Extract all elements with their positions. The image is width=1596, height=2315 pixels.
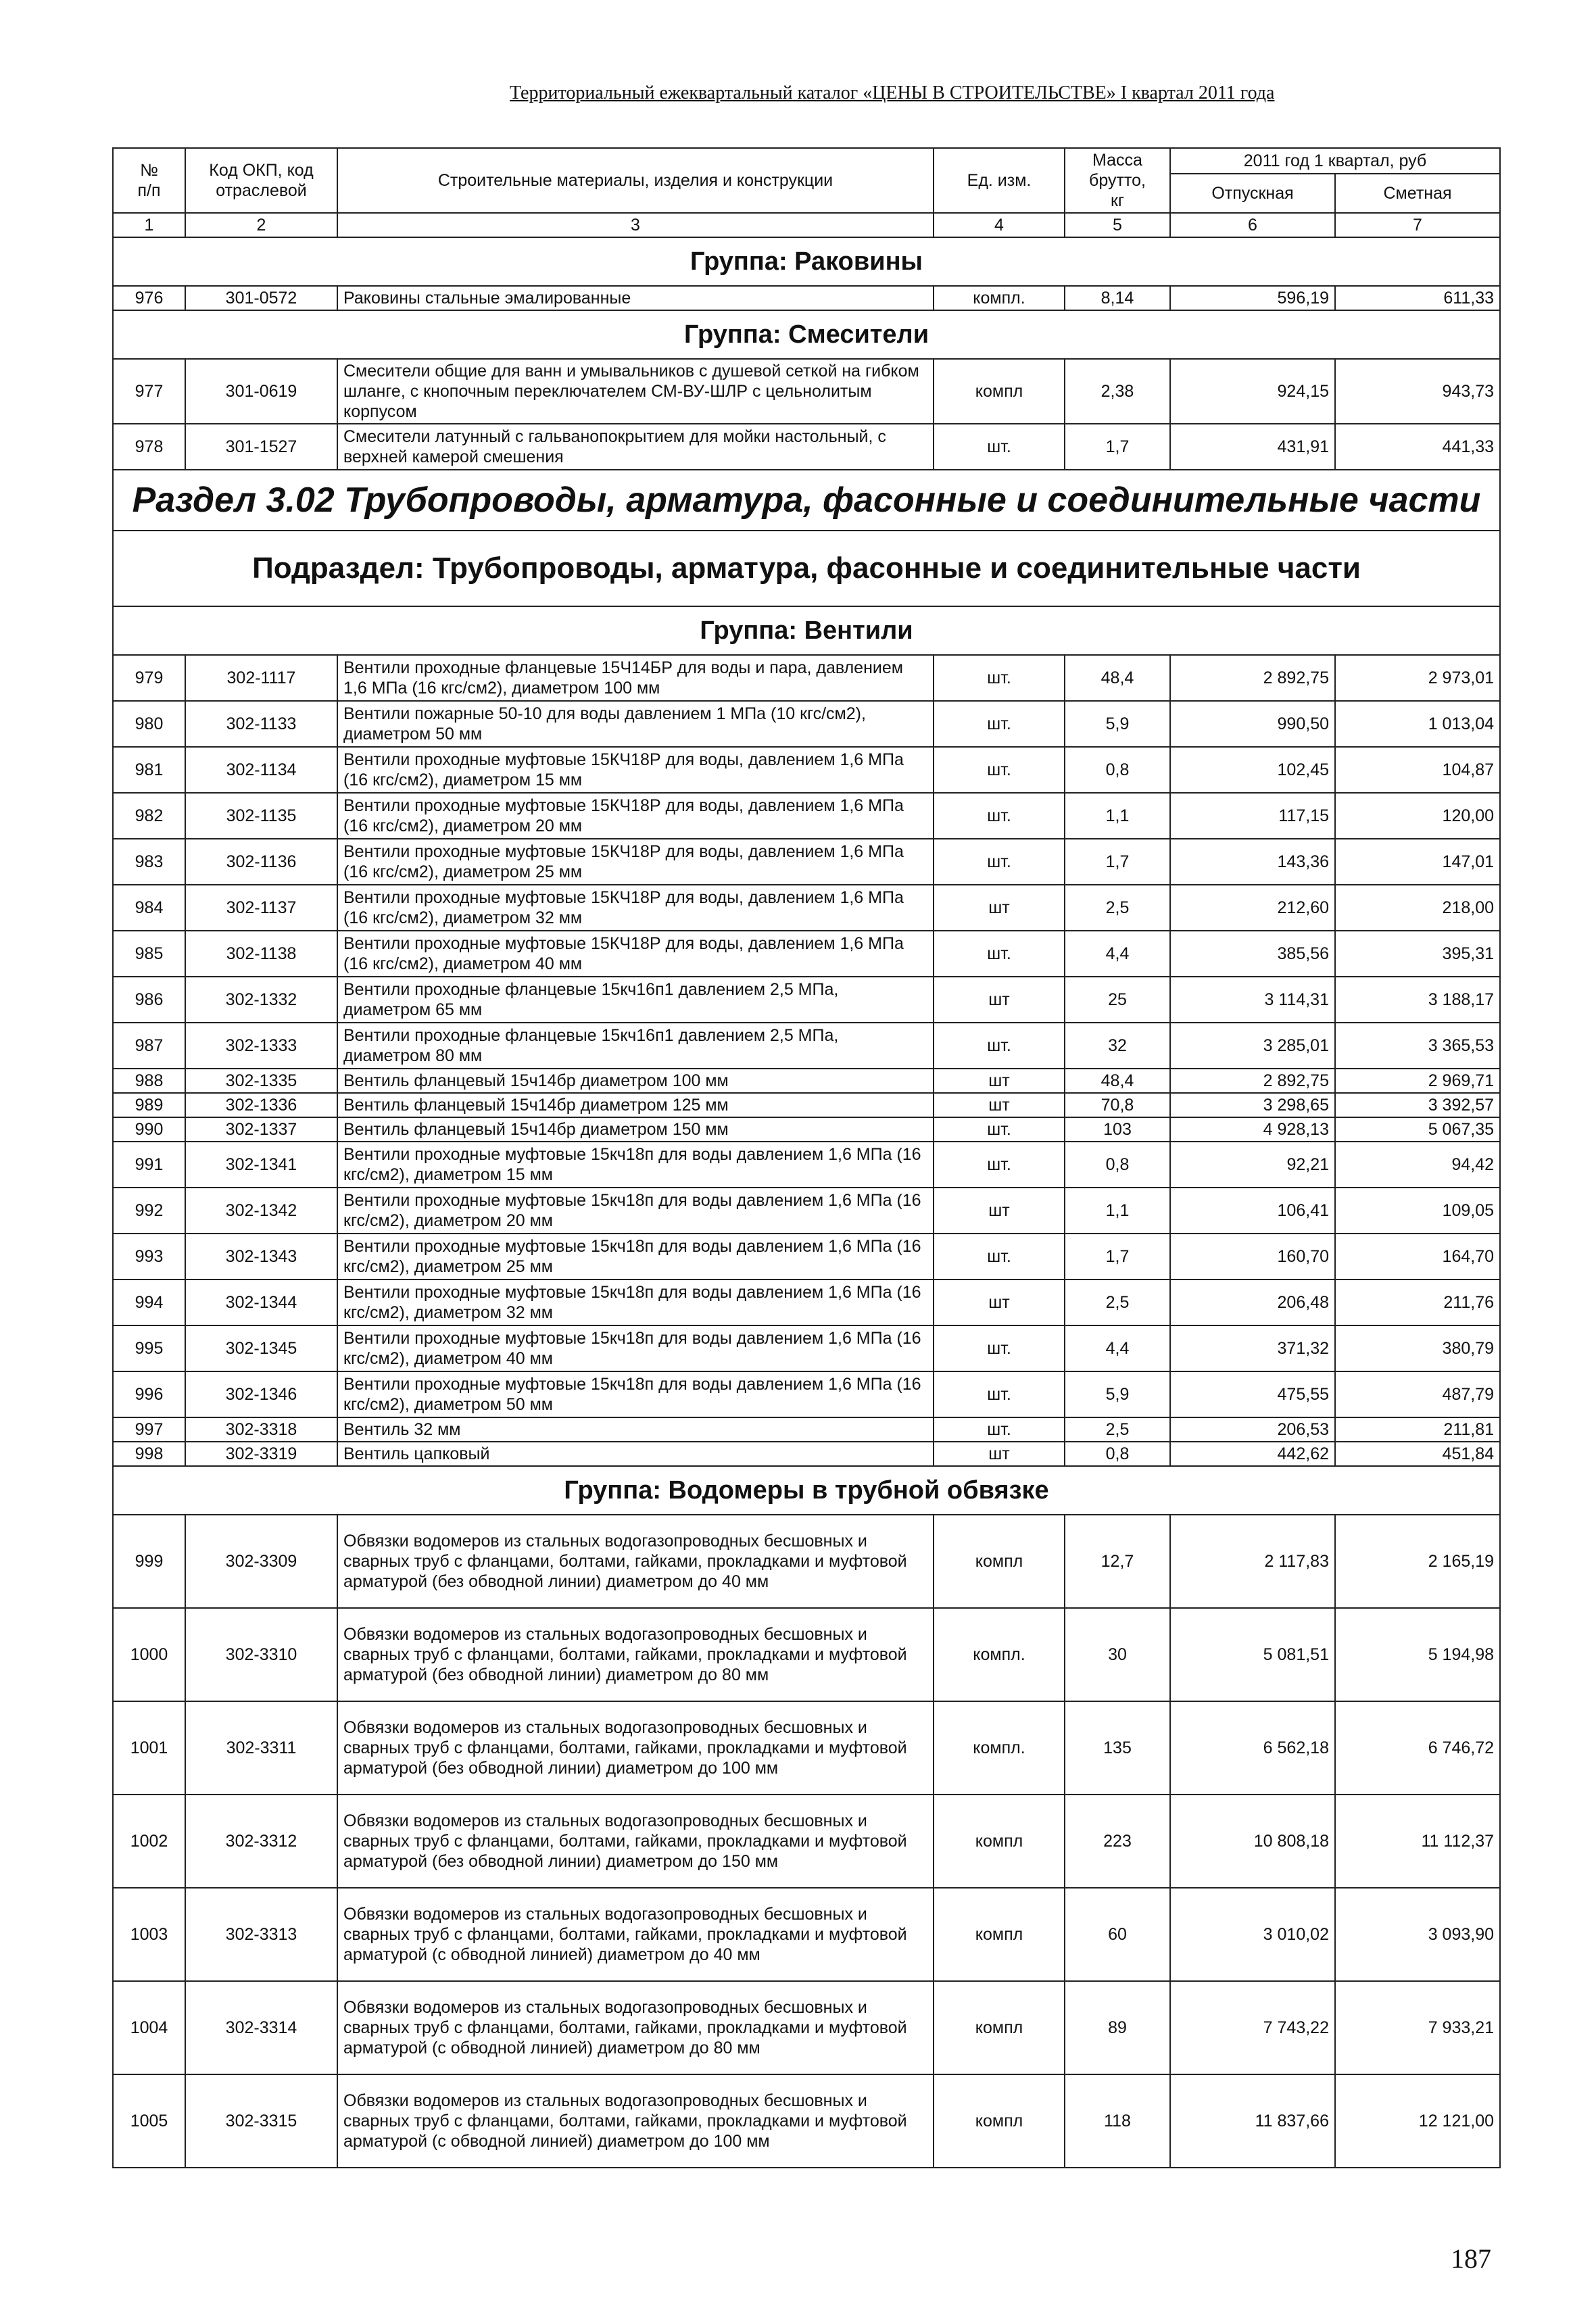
row-number: 1004 — [113, 1981, 185, 2074]
table-row — [113, 701, 1500, 747]
row-price-release: 11 837,66 — [1170, 2074, 1335, 2168]
row-code: 302-1345 — [185, 1325, 337, 1371]
row-unit: шт. — [934, 424, 1065, 470]
row-code: 302-1117 — [185, 655, 337, 701]
row-price-release: 7 743,22 — [1170, 1981, 1335, 2074]
row-name: Вентили пожарные 50-10 для воды давлением 1 МПа (10 кгс/см2), диаметром 50 мм — [337, 701, 934, 747]
table-row — [113, 1117, 1500, 1142]
row-unit: шт. — [934, 655, 1065, 701]
row-name: Обвязки водомеров из стальных водогазопроводных бесшовных и сварных труб с фланцами, болтами, гайками, прокладками и муфтовой арматурой (без обводной линии) диаметром до 80 мм — [337, 1608, 934, 1701]
table-row — [113, 1981, 1500, 2074]
col-header-unit: Ед. изм. — [934, 148, 1065, 213]
row-mass: 12,7 — [1065, 1515, 1170, 1608]
row-code: 302-1342 — [185, 1188, 337, 1234]
row-number: 1001 — [113, 1701, 185, 1795]
row-number: 994 — [113, 1280, 185, 1325]
row-price-release: 3 114,31 — [1170, 977, 1335, 1023]
row-name: Вентили проходные муфтовые 15кч18п для воды давлением 1,6 МПа (16 кгс/см2), диаметром 50 мм — [337, 1371, 934, 1417]
row-price-release: 5 081,51 — [1170, 1608, 1335, 1701]
row-name: Обвязки водомеров из стальных водогазопроводных бесшовных и сварных труб с фланцами, болтами, гайками, прокладками и муфтовой арматурой (с обводной линией) диаметром до 100 мм — [337, 2074, 934, 2168]
row-price-release: 206,53 — [1170, 1417, 1335, 1442]
row-price-estimate: 11 112,37 — [1335, 1795, 1500, 1888]
row-unit: шт. — [934, 1234, 1065, 1280]
row-price-release: 6 562,18 — [1170, 1701, 1335, 1795]
row-mass: 2,5 — [1065, 885, 1170, 931]
row-mass: 60 — [1065, 1888, 1170, 1981]
row-code: 302-1341 — [185, 1142, 337, 1188]
col-header-code — [185, 148, 337, 213]
price-table — [112, 147, 1501, 2168]
row-mass: 2,38 — [1065, 359, 1170, 424]
table-row — [113, 747, 1500, 793]
row-number: 984 — [113, 885, 185, 931]
subsection-row — [113, 531, 1500, 606]
row-name: Вентили проходные муфтовые 15КЧ18Р для воды, давлением 1,6 МПа (16 кгс/см2), диаметром 15 мм — [337, 747, 934, 793]
row-name: Вентили проходные муфтовые 15кч18п для воды давлением 1,6 МПа (16 кгс/см2), диаметром 20 мм — [337, 1188, 934, 1234]
table-row — [113, 359, 1500, 424]
column-number: 5 — [1065, 213, 1170, 237]
row-mass: 103 — [1065, 1117, 1170, 1142]
page-number: 187 — [1451, 2243, 1491, 2274]
row-unit: шт — [934, 885, 1065, 931]
row-price-release: 212,60 — [1170, 885, 1335, 931]
row-mass: 1,1 — [1065, 793, 1170, 839]
row-number: 989 — [113, 1093, 185, 1117]
row-mass: 1,1 — [1065, 1188, 1170, 1234]
row-number: 1005 — [113, 2074, 185, 2168]
row-mass: 48,4 — [1065, 655, 1170, 701]
row-number: 1002 — [113, 1795, 185, 1888]
row-unit: шт — [934, 1280, 1065, 1325]
column-number: 7 — [1335, 213, 1500, 237]
row-unit: шт. — [934, 1417, 1065, 1442]
row-price-estimate: 218,00 — [1335, 885, 1500, 931]
row-name: Обвязки водомеров из стальных водогазопроводных бесшовных и сварных труб с фланцами, болтами, гайками, прокладками и муфтовой арматурой (с обводной линией) диаметром до 80 мм — [337, 1981, 934, 2074]
col-header-code-text: Код ОКП, код отраслевой — [209, 161, 314, 200]
row-price-release: 92,21 — [1170, 1142, 1335, 1188]
table-row — [113, 1280, 1500, 1325]
row-price-release: 3 010,02 — [1170, 1888, 1335, 1981]
group-row — [113, 606, 1500, 655]
table-row — [113, 1023, 1500, 1069]
row-name: Вентили проходные фланцевые 15кч16п1 давлением 2,5 МПа, диаметром 65 мм — [337, 977, 934, 1023]
row-code: 302-1335 — [185, 1069, 337, 1093]
row-number: 977 — [113, 359, 185, 424]
group-title: Группа: Водомеры в трубной обвязке — [113, 1466, 1500, 1515]
table-row — [113, 839, 1500, 885]
table-row — [113, 286, 1500, 310]
row-number: 1000 — [113, 1608, 185, 1701]
row-price-release: 2 892,75 — [1170, 1069, 1335, 1093]
row-unit: шт. — [934, 1371, 1065, 1417]
row-unit: шт. — [934, 1023, 1065, 1069]
row-price-estimate: 7 933,21 — [1335, 1981, 1500, 2074]
row-unit: компл — [934, 1795, 1065, 1888]
row-name: Смесители латунный с гальванопокрытием для мойки настольный, с верхней камерой смешения — [337, 424, 934, 470]
row-number: 988 — [113, 1069, 185, 1093]
row-name: Вентили проходные муфтовые 15КЧ18Р для воды, давлением 1,6 МПа (16 кгс/см2), диаметром 25 мм — [337, 839, 934, 885]
row-unit: шт. — [934, 1325, 1065, 1371]
row-name: Смесители общие для ванн и умывальников с душевой сеткой на гибком шланге, с кнопочным переключателем СМ-ВУ-ШЛР с цельнолитым корпусом — [337, 359, 934, 424]
row-number: 983 — [113, 839, 185, 885]
row-code: 301-0572 — [185, 286, 337, 310]
row-price-estimate: 94,42 — [1335, 1142, 1500, 1188]
row-mass: 118 — [1065, 2074, 1170, 2168]
row-price-release: 385,56 — [1170, 931, 1335, 977]
row-mass: 0,8 — [1065, 1442, 1170, 1466]
col-header-price-estimate: Сметная — [1335, 174, 1500, 213]
row-mass: 1,7 — [1065, 1234, 1170, 1280]
row-name: Раковины стальные эмалированные — [337, 286, 934, 310]
row-price-estimate: 3 093,90 — [1335, 1888, 1500, 1981]
table-row — [113, 1234, 1500, 1280]
row-code: 301-0619 — [185, 359, 337, 424]
row-mass: 1,7 — [1065, 424, 1170, 470]
row-mass: 48,4 — [1065, 1069, 1170, 1093]
row-unit: компл — [934, 1515, 1065, 1608]
row-number: 996 — [113, 1371, 185, 1417]
row-code: 302-1133 — [185, 701, 337, 747]
row-code: 302-1136 — [185, 839, 337, 885]
row-unit: шт. — [934, 931, 1065, 977]
group-title: Группа: Раковины — [113, 237, 1500, 286]
table-row — [113, 1142, 1500, 1188]
row-number: 999 — [113, 1515, 185, 1608]
column-number: 4 — [934, 213, 1065, 237]
row-code: 302-1344 — [185, 1280, 337, 1325]
row-unit: компл. — [934, 286, 1065, 310]
row-price-release: 206,48 — [1170, 1280, 1335, 1325]
row-price-estimate: 211,76 — [1335, 1280, 1500, 1325]
row-price-estimate: 147,01 — [1335, 839, 1500, 885]
table-row — [113, 1325, 1500, 1371]
row-price-release: 431,91 — [1170, 424, 1335, 470]
row-number: 987 — [113, 1023, 185, 1069]
row-unit: шт — [934, 1442, 1065, 1466]
table-row — [113, 1442, 1500, 1466]
row-code: 302-3310 — [185, 1608, 337, 1701]
row-price-estimate: 5 067,35 — [1335, 1117, 1500, 1142]
row-price-release: 371,32 — [1170, 1325, 1335, 1371]
row-price-estimate: 441,33 — [1335, 424, 1500, 470]
row-price-estimate: 120,00 — [1335, 793, 1500, 839]
row-price-release: 442,62 — [1170, 1442, 1335, 1466]
row-mass: 25 — [1065, 977, 1170, 1023]
row-price-estimate: 164,70 — [1335, 1234, 1500, 1280]
row-mass: 5,9 — [1065, 1371, 1170, 1417]
row-name: Вентили проходные муфтовые 15КЧ18Р для воды, давлением 1,6 МПа (16 кгс/см2), диаметром 32 мм — [337, 885, 934, 931]
row-price-release: 106,41 — [1170, 1188, 1335, 1234]
row-price-estimate: 943,73 — [1335, 359, 1500, 424]
row-price-release: 2 117,83 — [1170, 1515, 1335, 1608]
row-mass: 32 — [1065, 1023, 1170, 1069]
row-code: 302-1332 — [185, 977, 337, 1023]
row-mass: 4,4 — [1065, 1325, 1170, 1371]
row-mass: 135 — [1065, 1701, 1170, 1795]
table-row — [113, 931, 1500, 977]
row-number: 986 — [113, 977, 185, 1023]
row-name: Вентили проходные муфтовые 15кч18п для воды давлением 1,6 МПа (16 кгс/см2), диаметром 25 мм — [337, 1234, 934, 1280]
row-code: 302-3315 — [185, 2074, 337, 2168]
table-row — [113, 1417, 1500, 1442]
row-number: 978 — [113, 424, 185, 470]
row-code: 302-1336 — [185, 1093, 337, 1117]
row-unit: шт. — [934, 793, 1065, 839]
row-code: 302-3311 — [185, 1701, 337, 1795]
row-price-estimate: 5 194,98 — [1335, 1608, 1500, 1701]
row-price-estimate: 2 969,71 — [1335, 1069, 1500, 1093]
row-name: Вентиль фланцевый 15ч14бр диаметром 150 мм — [337, 1117, 934, 1142]
column-number: 2 — [185, 213, 337, 237]
row-name: Вентили проходные муфтовые 15кч18п для воды давлением 1,6 МПа (16 кгс/см2), диаметром 40 мм — [337, 1325, 934, 1371]
row-unit: шт. — [934, 747, 1065, 793]
row-code: 301-1527 — [185, 424, 337, 470]
row-number: 998 — [113, 1442, 185, 1466]
col-header-num — [113, 148, 185, 213]
table-row — [113, 793, 1500, 839]
row-price-release: 102,45 — [1170, 747, 1335, 793]
row-number: 982 — [113, 793, 185, 839]
row-number: 985 — [113, 931, 185, 977]
row-name: Вентили проходные муфтовые 15КЧ18Р для воды, давлением 1,6 МПа (16 кгс/см2), диаметром 40 мм — [337, 931, 934, 977]
row-price-release: 10 808,18 — [1170, 1795, 1335, 1888]
row-price-release: 3 285,01 — [1170, 1023, 1335, 1069]
row-name: Вентиль фланцевый 15ч14бр диаметром 125 мм — [337, 1093, 934, 1117]
row-mass: 0,8 — [1065, 747, 1170, 793]
row-price-release: 2 892,75 — [1170, 655, 1335, 701]
row-mass: 89 — [1065, 1981, 1170, 2074]
row-price-estimate: 104,87 — [1335, 747, 1500, 793]
col-header-name: Строительные материалы, изделия и конструкции — [337, 148, 934, 213]
row-mass: 8,14 — [1065, 286, 1170, 310]
row-name: Обвязки водомеров из стальных водогазопроводных бесшовных и сварных труб с фланцами, болтами, гайками, прокладками и муфтовой арматурой (без обводной линии) диаметром до 100 мм — [337, 1701, 934, 1795]
row-unit: компл — [934, 2074, 1065, 2168]
row-price-estimate: 2 973,01 — [1335, 655, 1500, 701]
row-mass: 2,5 — [1065, 1417, 1170, 1442]
row-price-release: 143,36 — [1170, 839, 1335, 885]
row-price-estimate: 6 746,72 — [1335, 1701, 1500, 1795]
row-name: Вентиль цапковый — [337, 1442, 934, 1466]
row-number: 995 — [113, 1325, 185, 1371]
row-number: 1003 — [113, 1888, 185, 1981]
row-unit: шт. — [934, 839, 1065, 885]
row-price-estimate: 3 392,57 — [1335, 1093, 1500, 1117]
row-mass: 1,7 — [1065, 839, 1170, 885]
row-code: 302-3318 — [185, 1417, 337, 1442]
table-row — [113, 1371, 1500, 1417]
page-header: Территориальный ежеквартальный каталог «ЦЕНЫ В СТРОИТЕЛЬСТВЕ» I квартал 2011 года — [510, 82, 1275, 103]
row-mass: 30 — [1065, 1608, 1170, 1701]
section-title: Раздел 3.02 Трубопроводы, арматура, фасонные и соединительные части — [113, 470, 1500, 531]
row-unit: компл. — [934, 1608, 1065, 1701]
row-mass: 223 — [1065, 1795, 1170, 1888]
row-number: 979 — [113, 655, 185, 701]
column-number: 3 — [337, 213, 934, 237]
section-row — [113, 470, 1500, 531]
group-row — [113, 310, 1500, 359]
row-price-release: 990,50 — [1170, 701, 1335, 747]
row-name: Вентили проходные фланцевые 15Ч14БР для воды и пара, давлением 1,6 МПа (16 кгс/см2), диаметром 100 мм — [337, 655, 934, 701]
row-name: Вентили проходные муфтовые 15кч18п для воды давлением 1,6 МПа (16 кгс/см2), диаметром 32 мм — [337, 1280, 934, 1325]
row-price-estimate: 1 013,04 — [1335, 701, 1500, 747]
row-name: Обвязки водомеров из стальных водогазопроводных бесшовных и сварных труб с фланцами, болтами, гайками, прокладками и муфтовой арматурой (без обводной линии) диаметром до 40 мм — [337, 1515, 934, 1608]
row-price-estimate: 395,31 — [1335, 931, 1500, 977]
col-header-mass-text: Масса брутто, кг — [1089, 151, 1146, 210]
row-unit: шт. — [934, 701, 1065, 747]
row-unit: компл — [934, 1888, 1065, 1981]
table-row — [113, 655, 1500, 701]
row-price-release: 475,55 — [1170, 1371, 1335, 1417]
row-price-estimate: 2 165,19 — [1335, 1515, 1500, 1608]
row-name: Обвязки водомеров из стальных водогазопроводных бесшовных и сварных труб с фланцами, болтами, гайками, прокладками и муфтовой арматурой (без обводной линии) диаметром до 150 мм — [337, 1795, 934, 1888]
row-code: 302-1135 — [185, 793, 337, 839]
column-numbers-row — [113, 213, 1500, 237]
row-unit: шт. — [934, 1142, 1065, 1188]
table-row — [113, 1795, 1500, 1888]
row-price-estimate: 611,33 — [1335, 286, 1500, 310]
row-mass: 2,5 — [1065, 1280, 1170, 1325]
row-price-release: 3 298,65 — [1170, 1093, 1335, 1117]
column-number: 1 — [113, 213, 185, 237]
group-row — [113, 237, 1500, 286]
row-price-estimate: 3 188,17 — [1335, 977, 1500, 1023]
row-code: 302-1138 — [185, 931, 337, 977]
row-name: Вентили проходные муфтовые 15кч18п для воды давлением 1,6 МПа (16 кгс/см2), диаметром 15 мм — [337, 1142, 934, 1188]
group-row — [113, 1466, 1500, 1515]
row-price-estimate: 109,05 — [1335, 1188, 1500, 1234]
row-price-estimate: 12 121,00 — [1335, 2074, 1500, 2168]
row-code: 302-1343 — [185, 1234, 337, 1280]
row-name: Вентиль фланцевый 15ч14бр диаметром 100 мм — [337, 1069, 934, 1093]
row-price-release: 117,15 — [1170, 793, 1335, 839]
row-name: Обвязки водомеров из стальных водогазопроводных бесшовных и сварных труб с фланцами, болтами, гайками, прокладками и муфтовой арматурой (с обводной линией) диаметром до 40 мм — [337, 1888, 934, 1981]
table-row — [113, 424, 1500, 470]
row-code: 302-3309 — [185, 1515, 337, 1608]
row-price-estimate: 451,84 — [1335, 1442, 1500, 1466]
table-row — [113, 2074, 1500, 2168]
group-title: Группа: Смесители — [113, 310, 1500, 359]
row-price-estimate: 380,79 — [1335, 1325, 1500, 1371]
row-mass: 5,9 — [1065, 701, 1170, 747]
table-row — [113, 1069, 1500, 1093]
row-price-release: 4 928,13 — [1170, 1117, 1335, 1142]
row-number: 991 — [113, 1142, 185, 1188]
row-name: Вентили проходные фланцевые 15кч16п1 давлением 2,5 МПа, диаметром 80 мм — [337, 1023, 934, 1069]
row-code: 302-3319 — [185, 1442, 337, 1466]
row-unit: компл — [934, 1981, 1065, 2074]
row-mass: 4,4 — [1065, 931, 1170, 977]
row-code: 302-1346 — [185, 1371, 337, 1417]
row-number: 976 — [113, 286, 185, 310]
row-unit: шт. — [934, 1117, 1065, 1142]
row-code: 302-3314 — [185, 1981, 337, 2074]
row-number: 993 — [113, 1234, 185, 1280]
row-code: 302-3313 — [185, 1888, 337, 1981]
table-row — [113, 1188, 1500, 1234]
row-code: 302-1337 — [185, 1117, 337, 1142]
row-number: 990 — [113, 1117, 185, 1142]
row-mass: 70,8 — [1065, 1093, 1170, 1117]
row-number: 997 — [113, 1417, 185, 1442]
table-row — [113, 977, 1500, 1023]
table-row — [113, 1515, 1500, 1608]
row-number: 992 — [113, 1188, 185, 1234]
row-code: 302-1134 — [185, 747, 337, 793]
row-unit: компл — [934, 359, 1065, 424]
row-unit: шт — [934, 1188, 1065, 1234]
col-header-mass — [1065, 148, 1170, 213]
table-row — [113, 1608, 1500, 1701]
group-title: Группа: Вентили — [113, 606, 1500, 655]
row-code: 302-1137 — [185, 885, 337, 931]
row-price-estimate: 211,81 — [1335, 1417, 1500, 1442]
row-unit: шт — [934, 1069, 1065, 1093]
row-price-release: 596,19 — [1170, 286, 1335, 310]
row-code: 302-1333 — [185, 1023, 337, 1069]
table-row — [113, 1888, 1500, 1981]
row-unit: шт — [934, 1093, 1065, 1117]
row-unit: шт — [934, 977, 1065, 1023]
row-price-release: 924,15 — [1170, 359, 1335, 424]
subsection-title: Подраздел: Трубопроводы, арматура, фасонные и соединительные части — [113, 531, 1500, 606]
row-number: 980 — [113, 701, 185, 747]
column-number: 6 — [1170, 213, 1335, 237]
row-unit: компл. — [934, 1701, 1065, 1795]
row-mass: 0,8 — [1065, 1142, 1170, 1188]
table-row — [113, 885, 1500, 931]
row-name: Вентиль 32 мм — [337, 1417, 934, 1442]
row-name: Вентили проходные муфтовые 15КЧ18Р для воды, давлением 1,6 МПа (16 кгс/см2), диаметром 20 мм — [337, 793, 934, 839]
col-header-period: 2011 год 1 квартал, руб — [1170, 148, 1500, 174]
row-number: 981 — [113, 747, 185, 793]
col-header-num-text: № п/п — [137, 161, 161, 200]
table-row — [113, 1093, 1500, 1117]
row-code: 302-3312 — [185, 1795, 337, 1888]
row-price-estimate: 3 365,53 — [1335, 1023, 1500, 1069]
row-price-release: 160,70 — [1170, 1234, 1335, 1280]
row-price-estimate: 487,79 — [1335, 1371, 1500, 1417]
col-header-price-release: Отпускная — [1170, 174, 1335, 213]
table-row — [113, 1701, 1500, 1795]
